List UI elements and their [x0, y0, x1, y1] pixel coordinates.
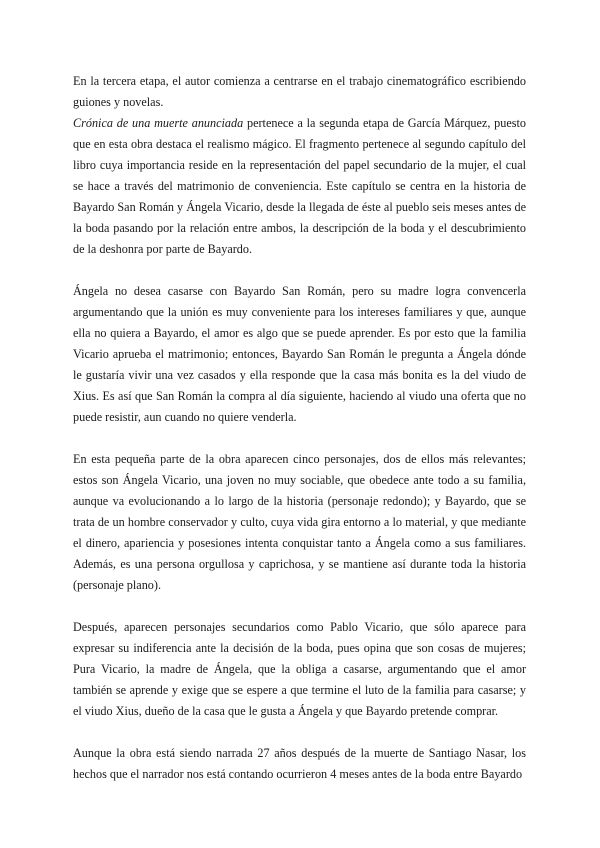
paragraph-angela: Ángela no desea casarse con Bayardo San Román, pero su madre logra convencerla argumentando que la unión es muy conveniente para los intereses familiares y que, aunque ella no quiera a Bayardo, el amor es algo que se puede aprender. Es por esto que la familia Vicario aprueba el matrimonio; entonces, Bayardo San Román le pregunta a Ángela dónde le gustaría vivir una vez casados y ella responde que la casa más bonita es la del viudo de Xius. Es así que San Román la compra al día siguiente, haciendo al viudo una oferta que no puede resistir, aun cuando no quiere venderla. [73, 284, 526, 424]
paragraph-gap [73, 722, 526, 743]
paragraph-secondary-characters: Después, aparecen personajes secundarios como Pablo Vicario, que sólo aparece para expresar su indiferencia ante la decisión de la boda, pues opina que son cosas de mujeres; Pura Vicario, la madre de Ángela, que la obliga a casarse, argumentando que el amor también se aprende y exige que se espere a que termine el luto de la familia para casarse; y el viudo Xius, dueño de la casa que le gusta a Ángela y que Bayardo pretende comprar. [73, 620, 526, 718]
book-title: Crónica de una muerte anunciada [73, 116, 244, 130]
paragraph-characters: En esta pequeña parte de la obra aparecen cinco personajes, dos de ellos más relevantes; estos son Ángela Vicario, una joven no muy sociable, que obedece ante todo a su familia, aunque va evolucionando a lo largo de la historia (personaje redondo); y Bayardo, que se trata de un hombre conservador y culto, cuya vida gira entorno a lo material, y que mediante el dinero, apariencia y posesiones intenta conquistar tanto a Ángela como a sus familiares. Además, es una persona orgullosa y caprichosa, y se mantiene así durante toda la historia (personaje plano). [73, 452, 526, 592]
paragraph-gap [73, 596, 526, 617]
paragraph-gap [73, 428, 526, 449]
paragraph-stage-three: En la tercera etapa, el autor comienza a centrarse en el trabajo cinematográfico escribiendo guiones y novelas. [73, 74, 526, 109]
document-body [73, 71, 526, 785]
paragraph-gap [73, 260, 526, 281]
paragraph-cronica [73, 113, 526, 260]
paragraph-narration: Aunque la obra está siendo narrada 27 años después de la muerte de Santiago Nasar, los hechos que el narrador nos está contando ocurrieron 4 meses antes de la boda entre Bayardo [73, 746, 526, 781]
paragraph-cronica-text: pertenece a la segunda etapa de García Márquez, puesto que en esta obra destaca el realismo mágico. El fragmento pertenece al segundo capítulo del libro cuya importancia reside en la representación del papel secundario de la mujer, el cual se hace a través del matrimonio de conveniencia. Este capítulo se centra en la historia de Bayardo San Román y Ángela Vicario, desde la llegada de éste al pueblo seis meses antes de la boda pasando por la relación entre ambos, la descripción de la boda y el descubrimiento de la deshonra por parte de Bayardo. [73, 116, 527, 256]
